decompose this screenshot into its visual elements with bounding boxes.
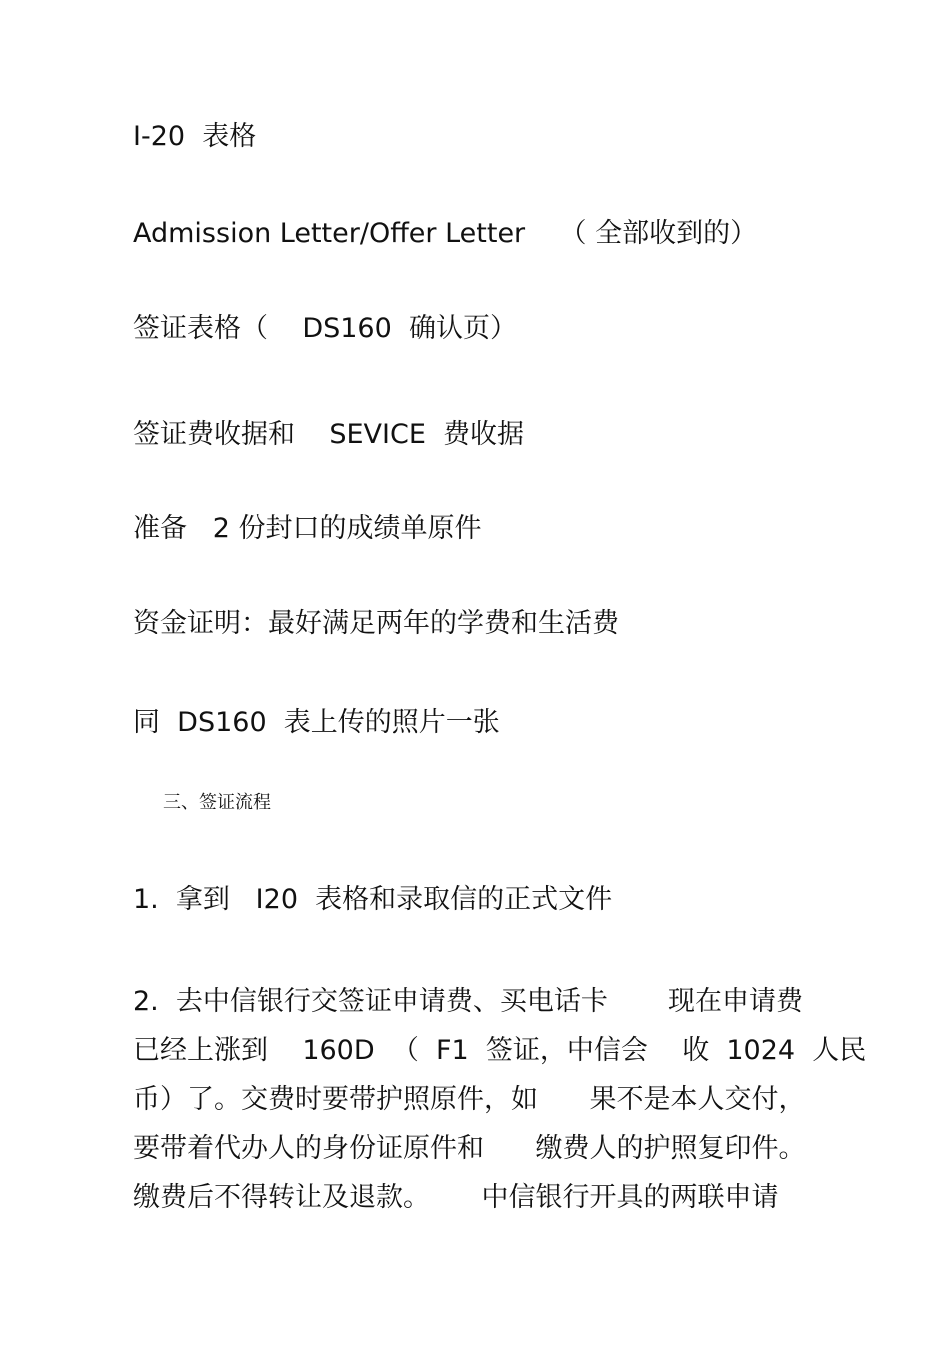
step-2-line: 币）了。交费时要带护照原件，如 果不是本人交付，: [133, 1084, 806, 1115]
required-item-ds160-confirmation: 签证表格（ DS160 确认页）: [133, 313, 517, 344]
required-item-photo: 同 DS160 表上传的照片一张: [133, 707, 500, 738]
step-2-line: 要带着代办人的身份证原件和 缴费人的护照复印件。: [133, 1133, 806, 1164]
required-item-financial-proof: 资金证明：最好满足两年的学费和生活费: [133, 608, 619, 639]
step-2-line: 已经上涨到 160D （ F1 签证，中信会 收 1024 人民: [133, 1035, 867, 1066]
step-1: 1. 拿到 I20 表格和录取信的正式文件: [133, 884, 613, 915]
step-2-paragraph: [133, 977, 867, 1222]
required-item-admission-letter: Admission Letter/Offer Letter （ 全部收到的）: [133, 218, 758, 249]
required-item-i20: I-20 表格: [133, 121, 257, 152]
step-2-line: 2. 去中信银行交签证申请费、买电话卡 现在申请费: [133, 986, 804, 1017]
section-heading: 三、签证流程: [163, 792, 271, 813]
required-item-transcripts: 准备 2 份封口的成绩单原件: [133, 513, 482, 544]
step-2-line: 缴费后不得转让及退款。 中信银行开具的两联申请: [133, 1182, 779, 1213]
required-item-fee-receipts: 签证费收据和 SEVICE 费收据: [133, 419, 525, 450]
